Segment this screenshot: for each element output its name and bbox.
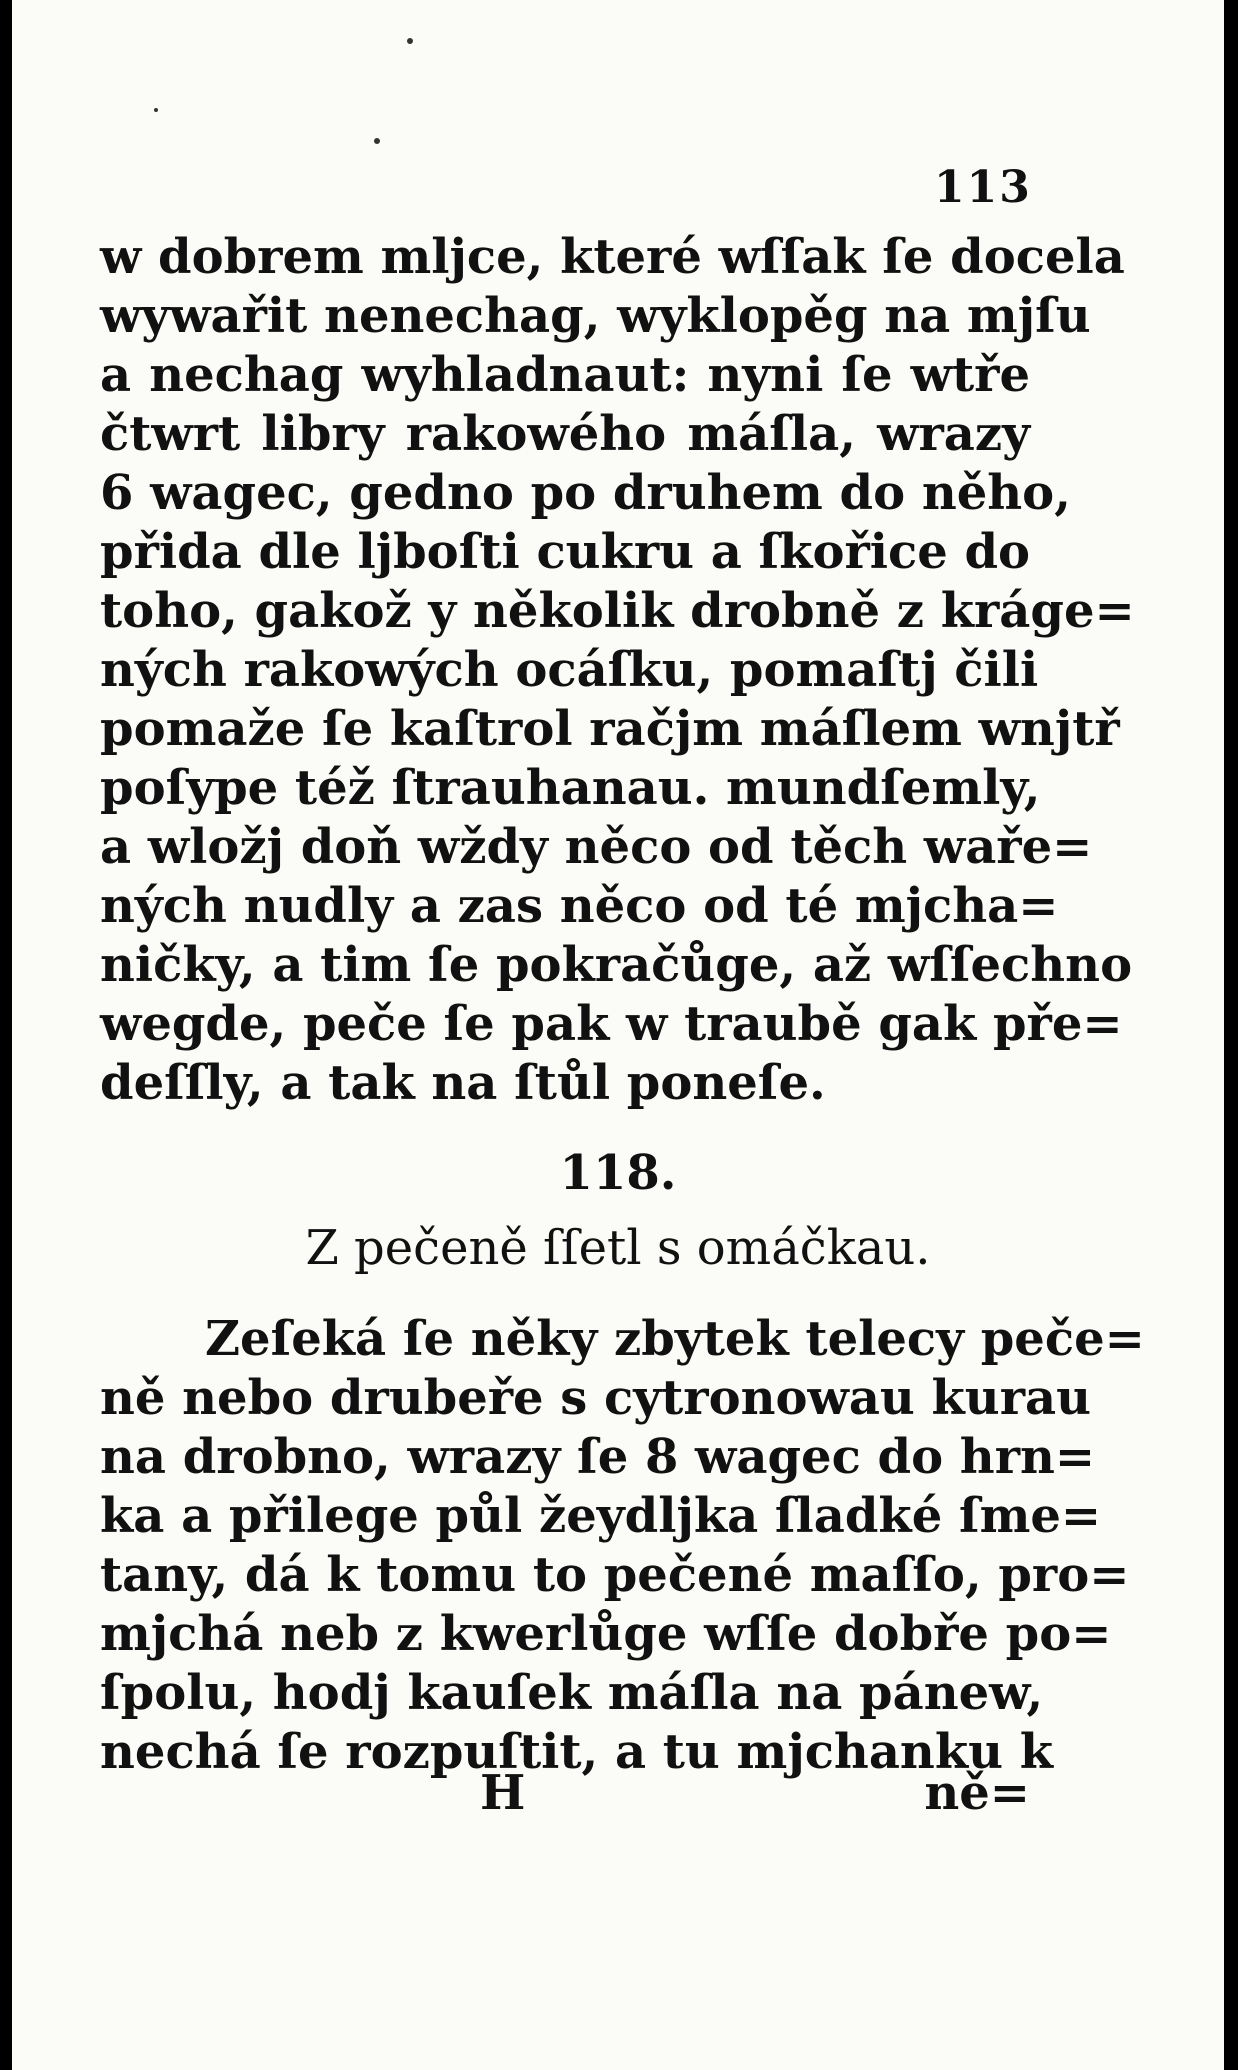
paragraph-1 — [100, 228, 1135, 1113]
text-line: Zeſeká ſe něky zbytek telecy peče= — [205, 1311, 1145, 1367]
text-line: ka a přilege půl žeydljka ſladké ſme= — [100, 1488, 1102, 1544]
text-line: toho, gakož y několik drobně z kráge= — [100, 583, 1135, 639]
text-line: přida dle ljboſti cukru a ſkořice do — [100, 524, 1031, 580]
paper-speck — [407, 38, 413, 44]
text-line: pomaže ſe kaſtrol račjm máſlem wnjtř — [100, 701, 1120, 757]
text-line: a nechag wyhladnaut: nyni ſe wtře — [100, 347, 1030, 403]
text-line: poſype též ſtrauhanau. mundſemly, — [100, 760, 1041, 816]
page-number: 113 — [934, 162, 1032, 213]
text-line: čtwrt libry rakowého máſla, wrazy — [100, 406, 1030, 462]
section-number: 118. — [559, 1145, 677, 1201]
paper-speck — [374, 138, 380, 144]
paper-speck — [154, 108, 158, 112]
text-line: wywařit nenechag, wyklopěg na mjſu — [100, 288, 1091, 344]
catchword: ně= — [924, 1765, 1030, 1821]
paragraph-2 — [100, 1310, 1145, 1782]
text-line: ſpolu, hodj kauſek máſla na pánew, — [100, 1665, 1044, 1721]
page-footer — [100, 1765, 1030, 1824]
text-line: ně nebo drubeře s cytronowau kurau — [100, 1370, 1091, 1426]
text-line: w dobrem mljce, které wſſak ſe docela — [100, 229, 1125, 285]
text-line: nechá ſe rozpuſtit, a tu mjchanku k — [100, 1724, 1053, 1780]
signature-mark: H — [480, 1765, 526, 1821]
text-line: tany, dá k tomu to pečené maſſo, pro= — [100, 1547, 1130, 1603]
text-line: deſſly, a tak na ſtůl poneſe. — [100, 1055, 826, 1111]
text-line: 6 wagec, gedno po druhem do něho, — [100, 465, 1071, 521]
text-line: ných rakowých ocáſku, pomaſtj čili — [100, 642, 1039, 698]
text-line: na drobno, wrazy ſe 8 wagec do hrn= — [100, 1429, 1096, 1485]
section-title: Z pečeně ſſetl s omáčkau. — [305, 1220, 931, 1276]
text-line: mjchá neb z kwerlůge wſſe dobře po= — [100, 1606, 1112, 1662]
text-line: wegde, peče ſe pak w traubě gak pře= — [100, 996, 1123, 1052]
text-line: a wložj doň wždy něco od těch waře= — [100, 819, 1093, 875]
text-line: ničky, a tim ſe pokračůge, až wſſechno — [100, 937, 1133, 993]
text-line: ných nudly a zas něco od té mjcha= — [100, 878, 1059, 934]
book-page — [12, 0, 1224, 2070]
